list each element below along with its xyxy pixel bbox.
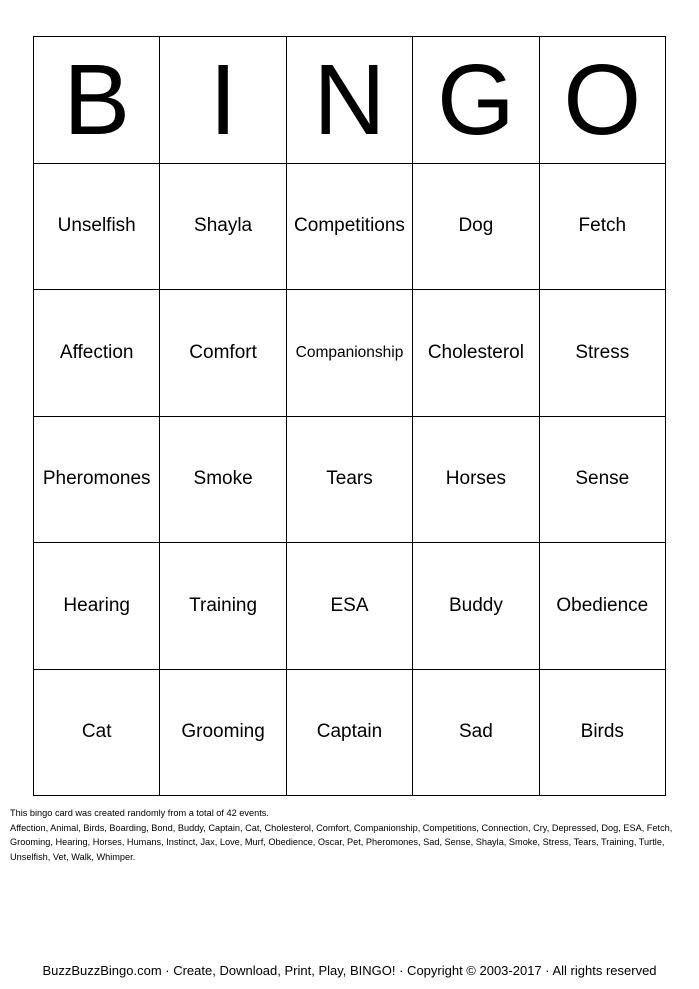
event-list: Affection, Animal, Birds, Boarding, Bond, Buddy, Captain, Cat, Cholesterol, Comfort, Companionship, Competitions, Connection, Cry, Depressed, Dog, ESA, Fetch, Grooming, Hearing, Horses, Humans, Instinct, Jax, Love, Murf, Obedience, Oscar, Pet, Pheromones, Sad, Sense, Shayla, Smoke, Stress, Tears, Training, Turtle, Unselfish, Vet, Walk, Whimper. — [10, 822, 673, 862]
bingo-cell: Comfort — [160, 290, 286, 417]
bingo-letter-g: G — [413, 37, 539, 164]
bingo-cell: Fetch — [540, 164, 666, 291]
bingo-cell: Tears — [287, 417, 413, 544]
bingo-letter-b: B — [34, 37, 160, 164]
card-info — [10, 806, 690, 864]
bingo-cell: Stress — [540, 290, 666, 417]
bingo-cell: Companionship — [287, 290, 413, 417]
bingo-cell: Grooming — [160, 670, 286, 797]
bingo-cell: Buddy — [413, 543, 539, 670]
bingo-cell: Cholesterol — [413, 290, 539, 417]
bingo-cell: Cat — [34, 670, 160, 797]
bingo-cell: Hearing — [34, 543, 160, 670]
bingo-letter-o: O — [540, 37, 666, 164]
bingo-card — [33, 36, 666, 796]
bingo-cell: Dog — [413, 164, 539, 291]
bingo-cell: Affection — [34, 290, 160, 417]
bingo-cell: Birds — [540, 670, 666, 797]
bingo-cell: Shayla — [160, 164, 286, 291]
card-summary: This bingo card was created randomly from a total of 42 events. — [10, 808, 269, 818]
bingo-cell: Pheromones — [34, 417, 160, 544]
page-footer: BuzzBuzzBingo.com · Create, Download, Print, Play, BINGO! · Copyright © 2003-2017 · All rights reserved — [42, 963, 657, 978]
bingo-letter-n: N — [287, 37, 413, 164]
bingo-cell: ESA — [287, 543, 413, 670]
bingo-cell: Sense — [540, 417, 666, 544]
bingo-cell: Training — [160, 543, 286, 670]
bingo-cell: Smoke — [160, 417, 286, 544]
bingo-letter-i: I — [160, 37, 286, 164]
bingo-cell: Sad — [413, 670, 539, 797]
bingo-cell: Captain — [287, 670, 413, 797]
bingo-cell: Obedience — [540, 543, 666, 670]
bingo-cell: Horses — [413, 417, 539, 544]
bingo-cell: Unselfish — [34, 164, 160, 291]
bingo-cell: Competitions — [287, 164, 413, 291]
